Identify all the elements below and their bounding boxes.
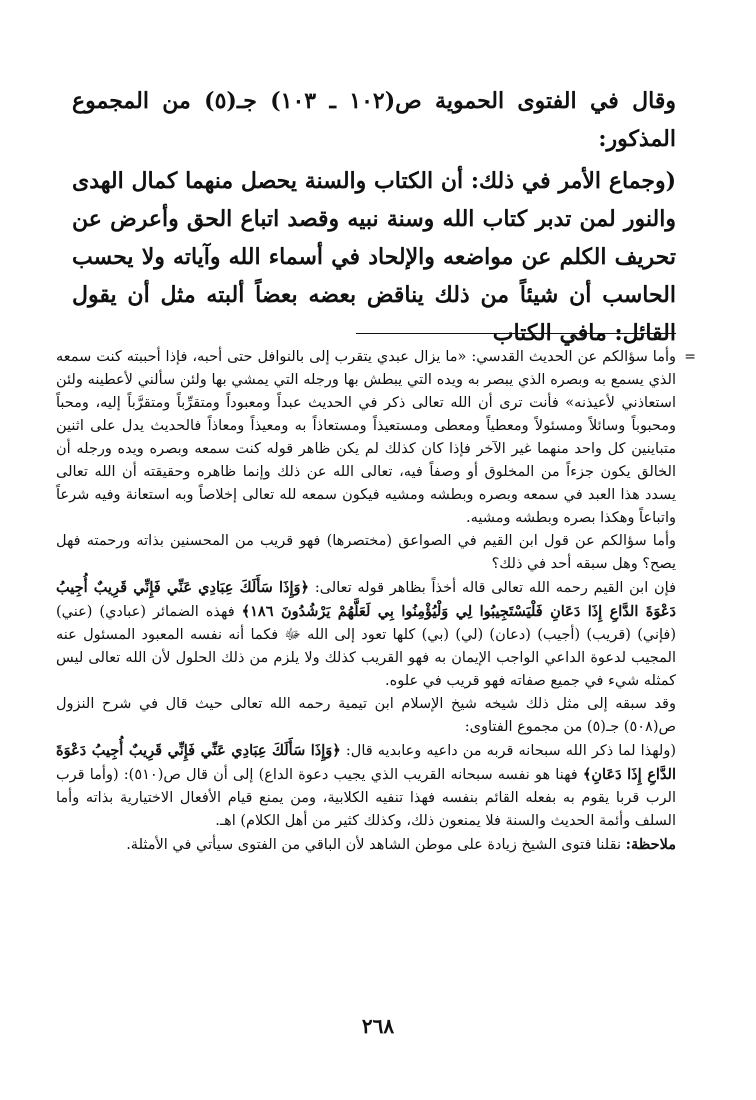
footnote-paragraph-precedent: وقد سبقه إلى مثل ذلك شيخه شيخ الإسلام ابن تيمية رحمه الله تعالى حيث قال في شرح النزول ص(٥٠٨) جـ(٥) من مجموع الفتاوى: — [56, 696, 676, 735]
footnote-paragraph-quote — [56, 739, 676, 833]
footnotes — [56, 346, 696, 857]
quran-verse-short: ﴿وَإِذَا سَأَلَكَ عِبَادِي عَنِّي فَإِنِّي قَرِيبٌ أُجِيبُ دَعْوَةَ الدَّاعِ إِذَا دَعَانِ﴾ — [56, 742, 676, 783]
footnote-continuation-mark: = — [684, 349, 696, 365]
quote-paragraph: (وجماع الأمر في ذلك: أن الكتاب والسنة يحصل منهما كمال الهدى والنور لمن تدبر كتاب الله وسنة نبيه وقصد اتباع الحق وأعرض عن تحريف الكلم عن مواضعه والإلحاد في أسماء الله وآياته ولا يحسب الحاسب أن شيئاً من ذلك يناقض بعضه بعضاً ألبته مثل أن يقول القائل: مافي الكتاب — [72, 168, 676, 346]
footnote-separator — [356, 333, 676, 334]
note-label: ملاحظة: — [625, 836, 676, 853]
note-text: نقلنا فتوى الشيخ زيادة على موطن الشاهد لأن الباقي من الفتوى سيأتي في الأمثلة. — [126, 837, 621, 853]
page-number: ٢٦٨ — [361, 1014, 395, 1038]
footnote-paragraph-answer — [56, 576, 676, 693]
intro-paragraph: وقال في الفتوى الحموية ص(١٠٢ ـ ١٠٣) جـ(٥) من المجموع المذكور: — [72, 88, 676, 152]
footnote-note — [56, 833, 676, 857]
quote-continuation: فهنا هو نفسه سبحانه القريب الذي يجيب دعوة الداع) إلى أن قال ص(٥١٠): (وأما قرب الرب قربا يقوم به بفعله القائم بنفسه فهذا تنفيه الكلابية، ومن يمنع قيام الأفعال الاختيارية بذاته وأما السلف وأئمة الحديث والسنة فلا يمنعون ذلك، وكذلك كثير من أهل الكلام) اهـ. — [56, 767, 676, 829]
main-text — [72, 82, 676, 352]
answer-intro: فإن ابن القيم رحمه الله تعالى قاله أخذاً بظاهر قوله تعالى: — [314, 580, 677, 596]
quote-intro: (ولهذا لما ذكر الله سبحانه قربه من داعيه وعابديه قال: — [345, 743, 676, 759]
footnote-paragraph-hadith: وأما سؤالكم عن الحديث القدسي: «ما يزال عبدي يتقرب إلى بالنوافل حتى أحبه، فإذا أحببته كنت سمعه الذي يسمع به وبصره الذي يبصر به ويده التي يبطش بها ورجله التي يمشي بها ولئن سألني لأعطينه ولئن استعاذني لأعيذنه» فأنت ترى أن الله تعالى ذكر في الحديث عبداً ومعبوداً ومتقرِّباً ومتقرَّباً إليه، ومحباً ومحبوباً وسائلاً ومسئولاً ومعطياً ومعطى ومستعيذاً ومستعاذاً به ومعيذاً ومعاذاً فالحديث يدل على اثنين متباينين كل واحد منهما غير الآخر فإذا كان كذلك لم يكن ظاهر قوله كنت سمعه وبصره ويده ورجله أن الخالق يكون جزءاً من المخلوق أو وصفاً فيه، تعالى الله عن ذلك وإنما ظاهره وحقيقته أن الله تعالى يسدد هذا العبد في سمعه وبصره وبطشه ومشيه فيكون سمعه لله تعالى إخلاصاً وبه استعانة وفيه شرعاً واتباعاً وهكذا بصره وبطشه ومشيه. — [56, 349, 676, 526]
quran-verse: ﴿وَإِذَا سَأَلَكَ عِبَادِي عَنِّي فَإِنِّي قَرِيبٌ أُجِيبُ دَعْوَةَ الدَّاعِ إِذَا دَعَانِ فَلْيَسْتَجِيبُوا لِي وَلْيُؤْمِنُوا بِي لَعَلَّهُمْ يَرْشُدُونَ ١٨٦﴾ — [56, 579, 676, 620]
footnote-paragraph-question: وأما سؤالكم عن قول ابن القيم في الصواعق (مختصرها) فهو قريب من المحسنين بذاته ورحمته فهل يصح؟ وهل سبقه أحد في ذلك؟ — [56, 533, 676, 572]
answer-explanation: فهذه الضمائر (عبادي) (عني) (فإني) (قريب) (أجيب) (دعان) (لي) (بي) كلها تعود إلى الله ﷻ فكما أنه نفسه المعبود المسئول عنه المجيب لدعوة الداعي الواجب الإيمان به فهو القريب كذلك ولا يلزم من ذلك الحلول لأن الله تعالى ليس كمثله شيء في جميع صفاته فهو قريب في علوه. — [56, 604, 676, 689]
